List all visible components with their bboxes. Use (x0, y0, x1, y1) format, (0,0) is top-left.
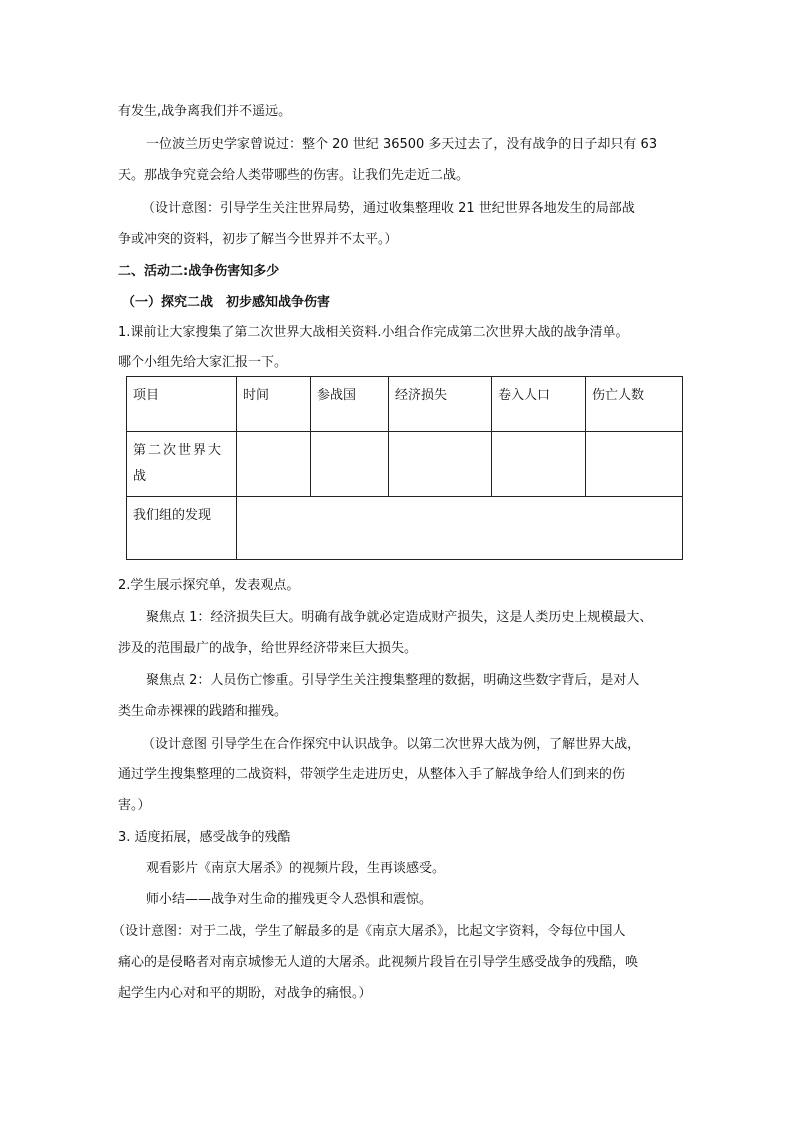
paragraph-line: 有发生,战争离我们并不遥远。 (118, 104, 292, 119)
paragraph-line: 聚焦点 1：经济损失巨大。明确有战争就必定造成财产损失，这是人类历史上规模最大、 (146, 610, 653, 625)
table-header-cell: 伤亡人数 (586, 377, 683, 432)
table-row (127, 497, 683, 560)
row-label-line: 战 (133, 469, 147, 484)
findings-cell (237, 497, 683, 560)
design-intent-line: 争或冲突的资料，初步了解当今世界并不太平。） (118, 232, 398, 247)
table-row-label: 我们组的发现 (127, 497, 237, 560)
subsection-heading: （一）探究二战 初步感知战争伤害 (122, 295, 331, 310)
table-row-label (127, 432, 237, 497)
table-cell (237, 432, 311, 497)
paragraph-line: 2.学生展示探究单，发表观点。 (118, 578, 300, 593)
table-row (127, 432, 683, 497)
table-cell (311, 432, 389, 497)
paragraph-line: 聚焦点 2：人员伤亡惨重。引导学生关注搜集整理的数据，明确这些数字背后，是对人 (146, 673, 640, 688)
paragraph-line: 1.课前让大家搜集了第二次世界大战相关资料.小组合作完成第二次世界大战的战争清单。 (118, 325, 629, 340)
paragraph-line: 类生命赤裸裸的践踏和摧残。 (118, 704, 288, 719)
design-intent-line: 起学生内心对和平的期盼，对战争的痛恨。） (118, 986, 372, 1001)
paragraph-line: 一位波兰历史学家曾说过：整个 20 世纪 36500 多天过去了，没有战争的日子却只有 63 (146, 137, 658, 152)
paragraph-line: 涉及的范围最广的战争，给世界经济带来巨大损失。 (118, 641, 418, 656)
paragraph-line: 哪个小组先给大家汇报一下。 (118, 355, 288, 370)
paragraph-line: 天。那战争究竟会给人类带哪些的伤害。让我们先走近二战。 (118, 168, 470, 183)
table-cell (586, 432, 683, 497)
table-header-cell: 时间 (237, 377, 311, 432)
table-header-cell: 参战国 (311, 377, 389, 432)
table-header-cell: 项目 (127, 377, 237, 432)
design-intent-line: （设计意图：对于二战，学生了解最多的是《南京大屠杀》，比起文字资料，令每位中国人 (112, 924, 626, 939)
table-header-row (127, 377, 683, 432)
table-cell (389, 432, 492, 497)
table-cell (492, 432, 586, 497)
row-label-line: 第二次世界大 (133, 443, 224, 458)
design-intent-line: （设计意图：引导学生关注世界局势，通过收集整理收 21 世纪世界各地发生的局部战 (142, 201, 635, 216)
design-intent-line: （设计意图 引导学生在合作探究中认识战争。以第二次世界大战为例，了解世界大战， (142, 737, 641, 752)
paragraph-line: 师小结——战争对生命的摧残更令人恐惧和震惊。 (146, 892, 433, 907)
design-intent-line: 害。） (118, 798, 151, 813)
design-intent-line: 通过学生搜集整理的二战资料，带领学生走进历史，从整体入手了解战争给人们到来的伤 (118, 767, 626, 782)
design-intent-line: 痛心的是侵略者对南京城惨无人道的大屠杀。此视频片段旨在引导学生感受战争的残酷，唤 (118, 955, 639, 970)
table-header-cell: 卷入人口 (492, 377, 586, 432)
table-header-cell: 经济损失 (389, 377, 492, 432)
section-heading: 二、活动二:战争伤害知多少 (118, 264, 280, 279)
paragraph-line: 观看影片《南京大屠杀》的视频片段，生再谈感受。 (146, 861, 446, 876)
war-checklist-table (126, 376, 683, 560)
paragraph-line: 3. 适度拓展，感受战争的残酷 (118, 830, 291, 845)
